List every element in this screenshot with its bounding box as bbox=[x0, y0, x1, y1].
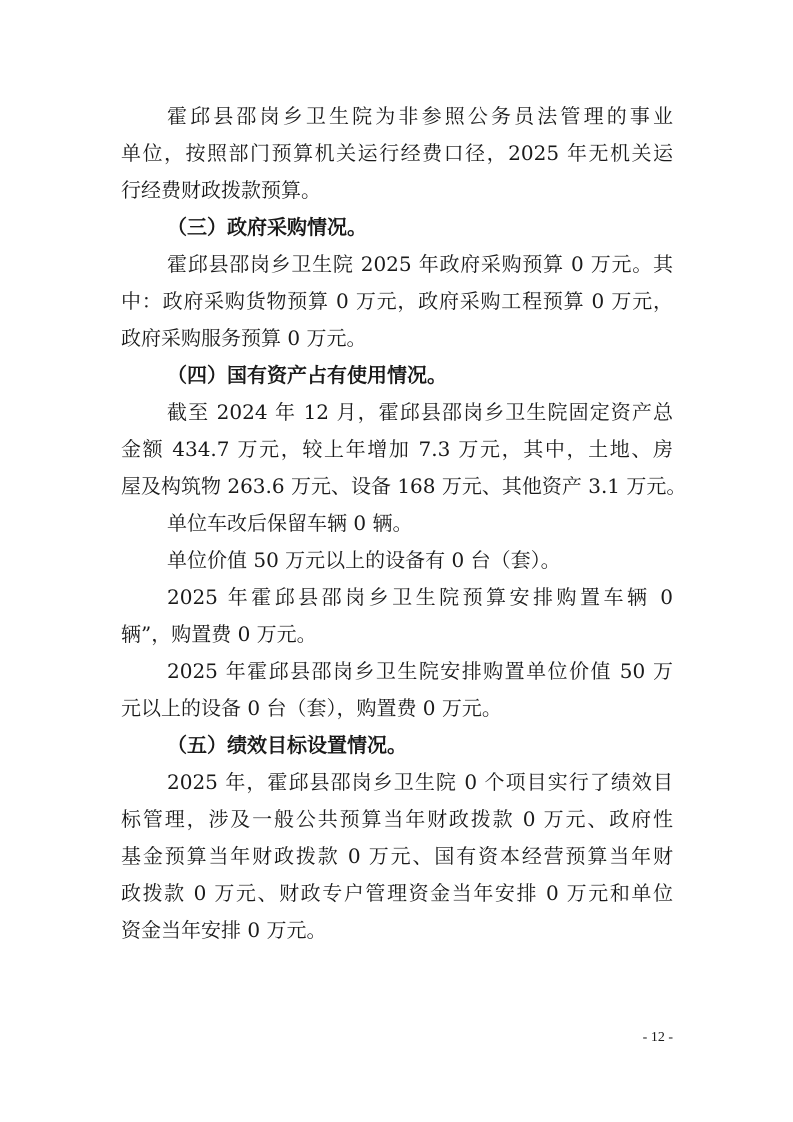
text-line: 标管理，涉及一般公共预算当年财政拨款 0 万元、政府性 bbox=[121, 807, 673, 831]
paragraph-vehicle-purchase bbox=[121, 579, 673, 653]
text-line: 中：政府采购货物预算 0 万元，政府采购工程预算 0 万元， bbox=[121, 289, 673, 313]
text-line: 屋及构筑物 263.6 万元、设备 168 万元、其他资产 3.1 万元。 bbox=[121, 474, 687, 498]
text-line: 2025 年霍邱县邵岗乡卫生院安排购置单位价值 50 万 bbox=[167, 659, 673, 683]
paragraph-no-vehicle-budget bbox=[121, 98, 673, 209]
paragraph-performance bbox=[121, 764, 673, 949]
text-line: 资金当年安排 0 万元。 bbox=[121, 918, 327, 942]
text-line: 霍邱县邵岗乡卫生院 2025 年政府采购预算 0 万元。其 bbox=[167, 252, 673, 276]
section-heading-assets: （四）国有资产占有使用情况。 bbox=[167, 363, 447, 387]
section-heading-performance: （五）绩效目标设置情况。 bbox=[167, 733, 407, 757]
section-heading-procurement: （三）政府采购情况。 bbox=[167, 215, 367, 239]
document-body bbox=[121, 98, 687, 949]
text-line: 单位，按照部门预算机关运行经费口径，2025 年无机关运 bbox=[121, 141, 673, 165]
text-line: 截至 2024 年 12 月，霍邱县邵岗乡卫生院固定资产总 bbox=[167, 400, 673, 424]
paragraph-equipment-count: 单位价值 50 万元以上的设备有 0 台（套）。 bbox=[167, 548, 561, 572]
text-line: 金额 434.7 万元，较上年增加 7.3 万元，其中，土地、房 bbox=[121, 437, 673, 461]
paragraph-equipment-purchase bbox=[121, 653, 673, 727]
text-line: 2025 年霍邱县邵岗乡卫生院预算安排购置车辆 0 bbox=[167, 585, 673, 609]
text-line: 基金预算当年财政拨款 0 万元、国有资本经营预算当年财 bbox=[121, 844, 673, 868]
paragraph-procurement bbox=[121, 246, 673, 357]
paragraph-vehicles: 单位车改后保留车辆 0 辆。 bbox=[167, 511, 413, 535]
text-line: 政拨款 0 万元、财政专户管理资金当年安排 0 万元和单位 bbox=[121, 881, 673, 905]
page-number: - 12 - bbox=[642, 1030, 673, 1045]
text-line: 元以上的设备 0 台（套），购置费 0 万元。 bbox=[121, 696, 502, 720]
text-line: 2025 年，霍邱县邵岗乡卫生院 0 个项目实行了绩效目 bbox=[167, 770, 673, 794]
text-line: 行经费财政拨款预算。 bbox=[121, 178, 321, 202]
text-line: 辆”，购置费 0 万元。 bbox=[121, 622, 317, 646]
text-line: 政府采购服务预算 0 万元。 bbox=[121, 326, 367, 350]
text-line: 霍邱县邵岗乡卫生院为非参照公务员法管理的事业 bbox=[167, 104, 673, 128]
paragraph-assets bbox=[121, 394, 687, 505]
